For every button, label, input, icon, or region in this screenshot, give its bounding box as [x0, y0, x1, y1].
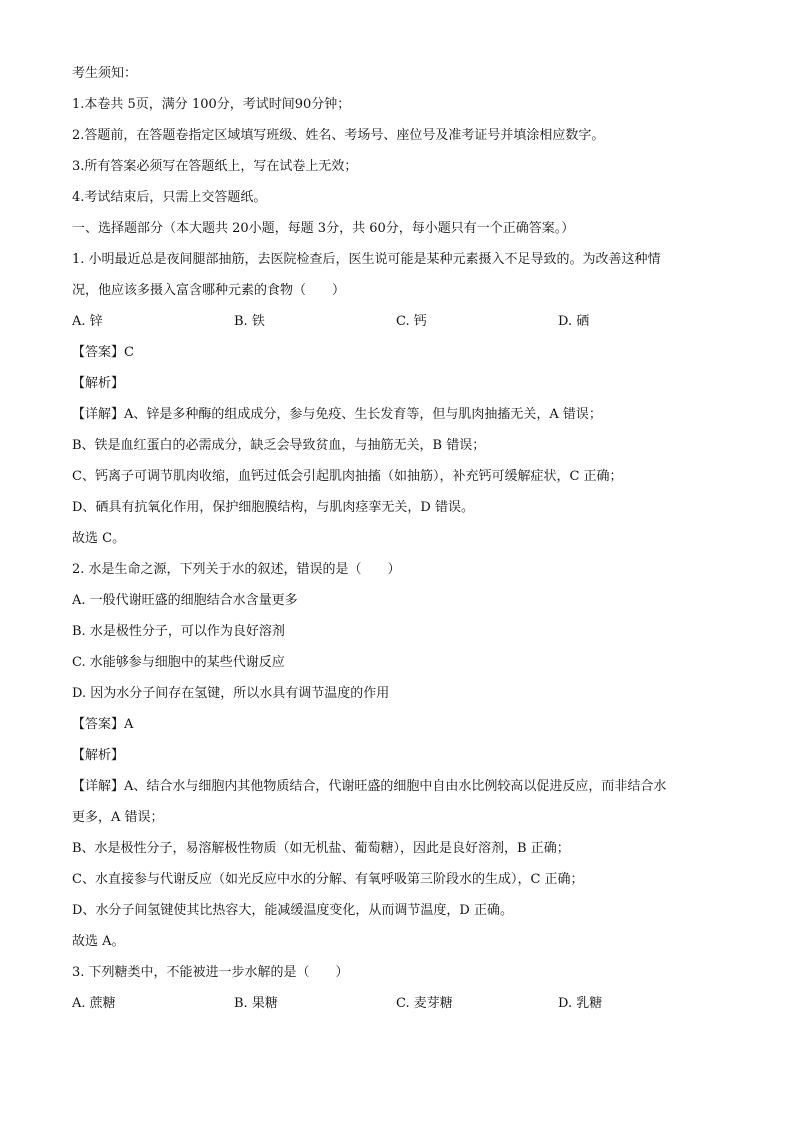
q1-explain-a: 【详解】A、锌是多种酶的组成成分，参与免疫、生长发育等，但与肌肉抽搐无关，A 错误；: [72, 407, 602, 422]
q2-answer: [72, 715, 722, 746]
q3-stem: 3. 下列糖类中，不能被进一步水解的是（ ）: [72, 965, 349, 980]
q2-option-b: B. 水是极性分子，可以作为良好溶剂: [72, 624, 285, 639]
q2-analysis-label: 【解析】: [72, 748, 125, 763]
q3-option-d: D. 乳糖: [558, 996, 603, 1011]
section-title: 一、选择题部分（本大题共 20小题，每题 3分，共 60分，每小题只有一个正确答案。）: [72, 221, 575, 236]
q2-option-d: D. 因为水分子间存在氢键，所以水具有调节温度的作用: [72, 686, 390, 701]
q3-option-c: C. 麦芽糖: [396, 996, 453, 1011]
q2-explain-a-line-1: 【详解】A、结合水与细胞内其他物质结合，代谢旺盛的细胞中自由水比例较高以促进反应，而非结合水: [72, 779, 667, 794]
answer-label: 【答案】: [72, 717, 125, 732]
q3-options: [72, 994, 722, 1025]
q2-conclusion: 故选 A。: [72, 934, 125, 949]
answer-value: A: [124, 717, 134, 732]
q2-option-a: A. 一般代谢旺盛的细胞结合水含量更多: [72, 593, 298, 608]
notice-item-2: 2.答题前，在答题卷指定区域填写班级、姓名、考场号、座位号及准考证号并填涂相应数字。: [72, 128, 605, 143]
q1-explain-c: C、钙离子可调节肌肉收缩，血钙过低会引起肌肉抽搐（如抽筋），补充钙可缓解症状，C 正确；: [72, 469, 623, 484]
q1-option-a: A. 锌: [72, 314, 103, 329]
q1-stem-line-2: 况，他应该多摄入富含哪种元素的食物（ ）: [72, 283, 346, 298]
q2-explain-d: D、水分子间氢键使其比热容大，能减缓温度变化，从而调节温度，D 正确。: [72, 903, 513, 918]
q1-conclusion: 故选 C。: [72, 531, 126, 546]
q2-explain-a-line-2: 更多，A 错误；: [72, 810, 164, 825]
answer-label: 【答案】: [72, 345, 125, 360]
notice-item-3: 3.所有答案必须写在答题纸上，写在试卷上无效；: [72, 159, 358, 174]
exam-page: [72, 64, 722, 1025]
q2-explain-c: C、水直接参与代谢反应（如光反应中水的分解、有氧呼吸第三阶段水的生成），C 正确；: [72, 872, 584, 887]
q1-explain-b: B、铁是血红蛋白的必需成分，缺乏会导致贫血，与抽筋无关，B 错误；: [72, 438, 486, 453]
q2-stem: 2. 水是生命之源，下列关于水的叙述，错误的是（ ）: [72, 562, 401, 577]
q1-answer: [72, 343, 722, 374]
q1-options: [72, 312, 722, 343]
q2-option-c: C. 水能够参与细胞中的某些代谢反应: [72, 655, 285, 670]
q2-explain-b: B、水是极性分子，易溶解极性物质（如无机盐、葡萄糖），因此是良好溶剂，B 正确；: [72, 841, 570, 856]
q3-option-a: A. 蔗糖: [72, 996, 116, 1011]
q1-option-b: B. 铁: [234, 314, 265, 329]
answer-value: C: [124, 345, 134, 360]
q1-analysis-label: 【解析】: [72, 376, 125, 391]
notice-item-1: 1.本卷共 5页，满分 100分，考试时间90分钟；: [72, 97, 351, 112]
q1-option-c: C. 钙: [396, 314, 427, 329]
q3-option-b: B. 果糖: [234, 996, 278, 1011]
notice-title: 考生须知：: [72, 66, 138, 81]
q1-explain-d: D、硒具有抗氧化作用，保护细胞膜结构，与肌肉痉挛无关，D 错误。: [72, 500, 474, 515]
notice-item-4: 4.考试结束后，只需上交答题纸。: [72, 190, 267, 205]
q1-option-d: D. 硒: [558, 314, 590, 329]
q1-stem-line-1: 1. 小明最近总是夜间腿部抽筋，去医院检查后，医生说可能是某种元素摄入不足导致的。为改善这种情: [72, 252, 661, 267]
